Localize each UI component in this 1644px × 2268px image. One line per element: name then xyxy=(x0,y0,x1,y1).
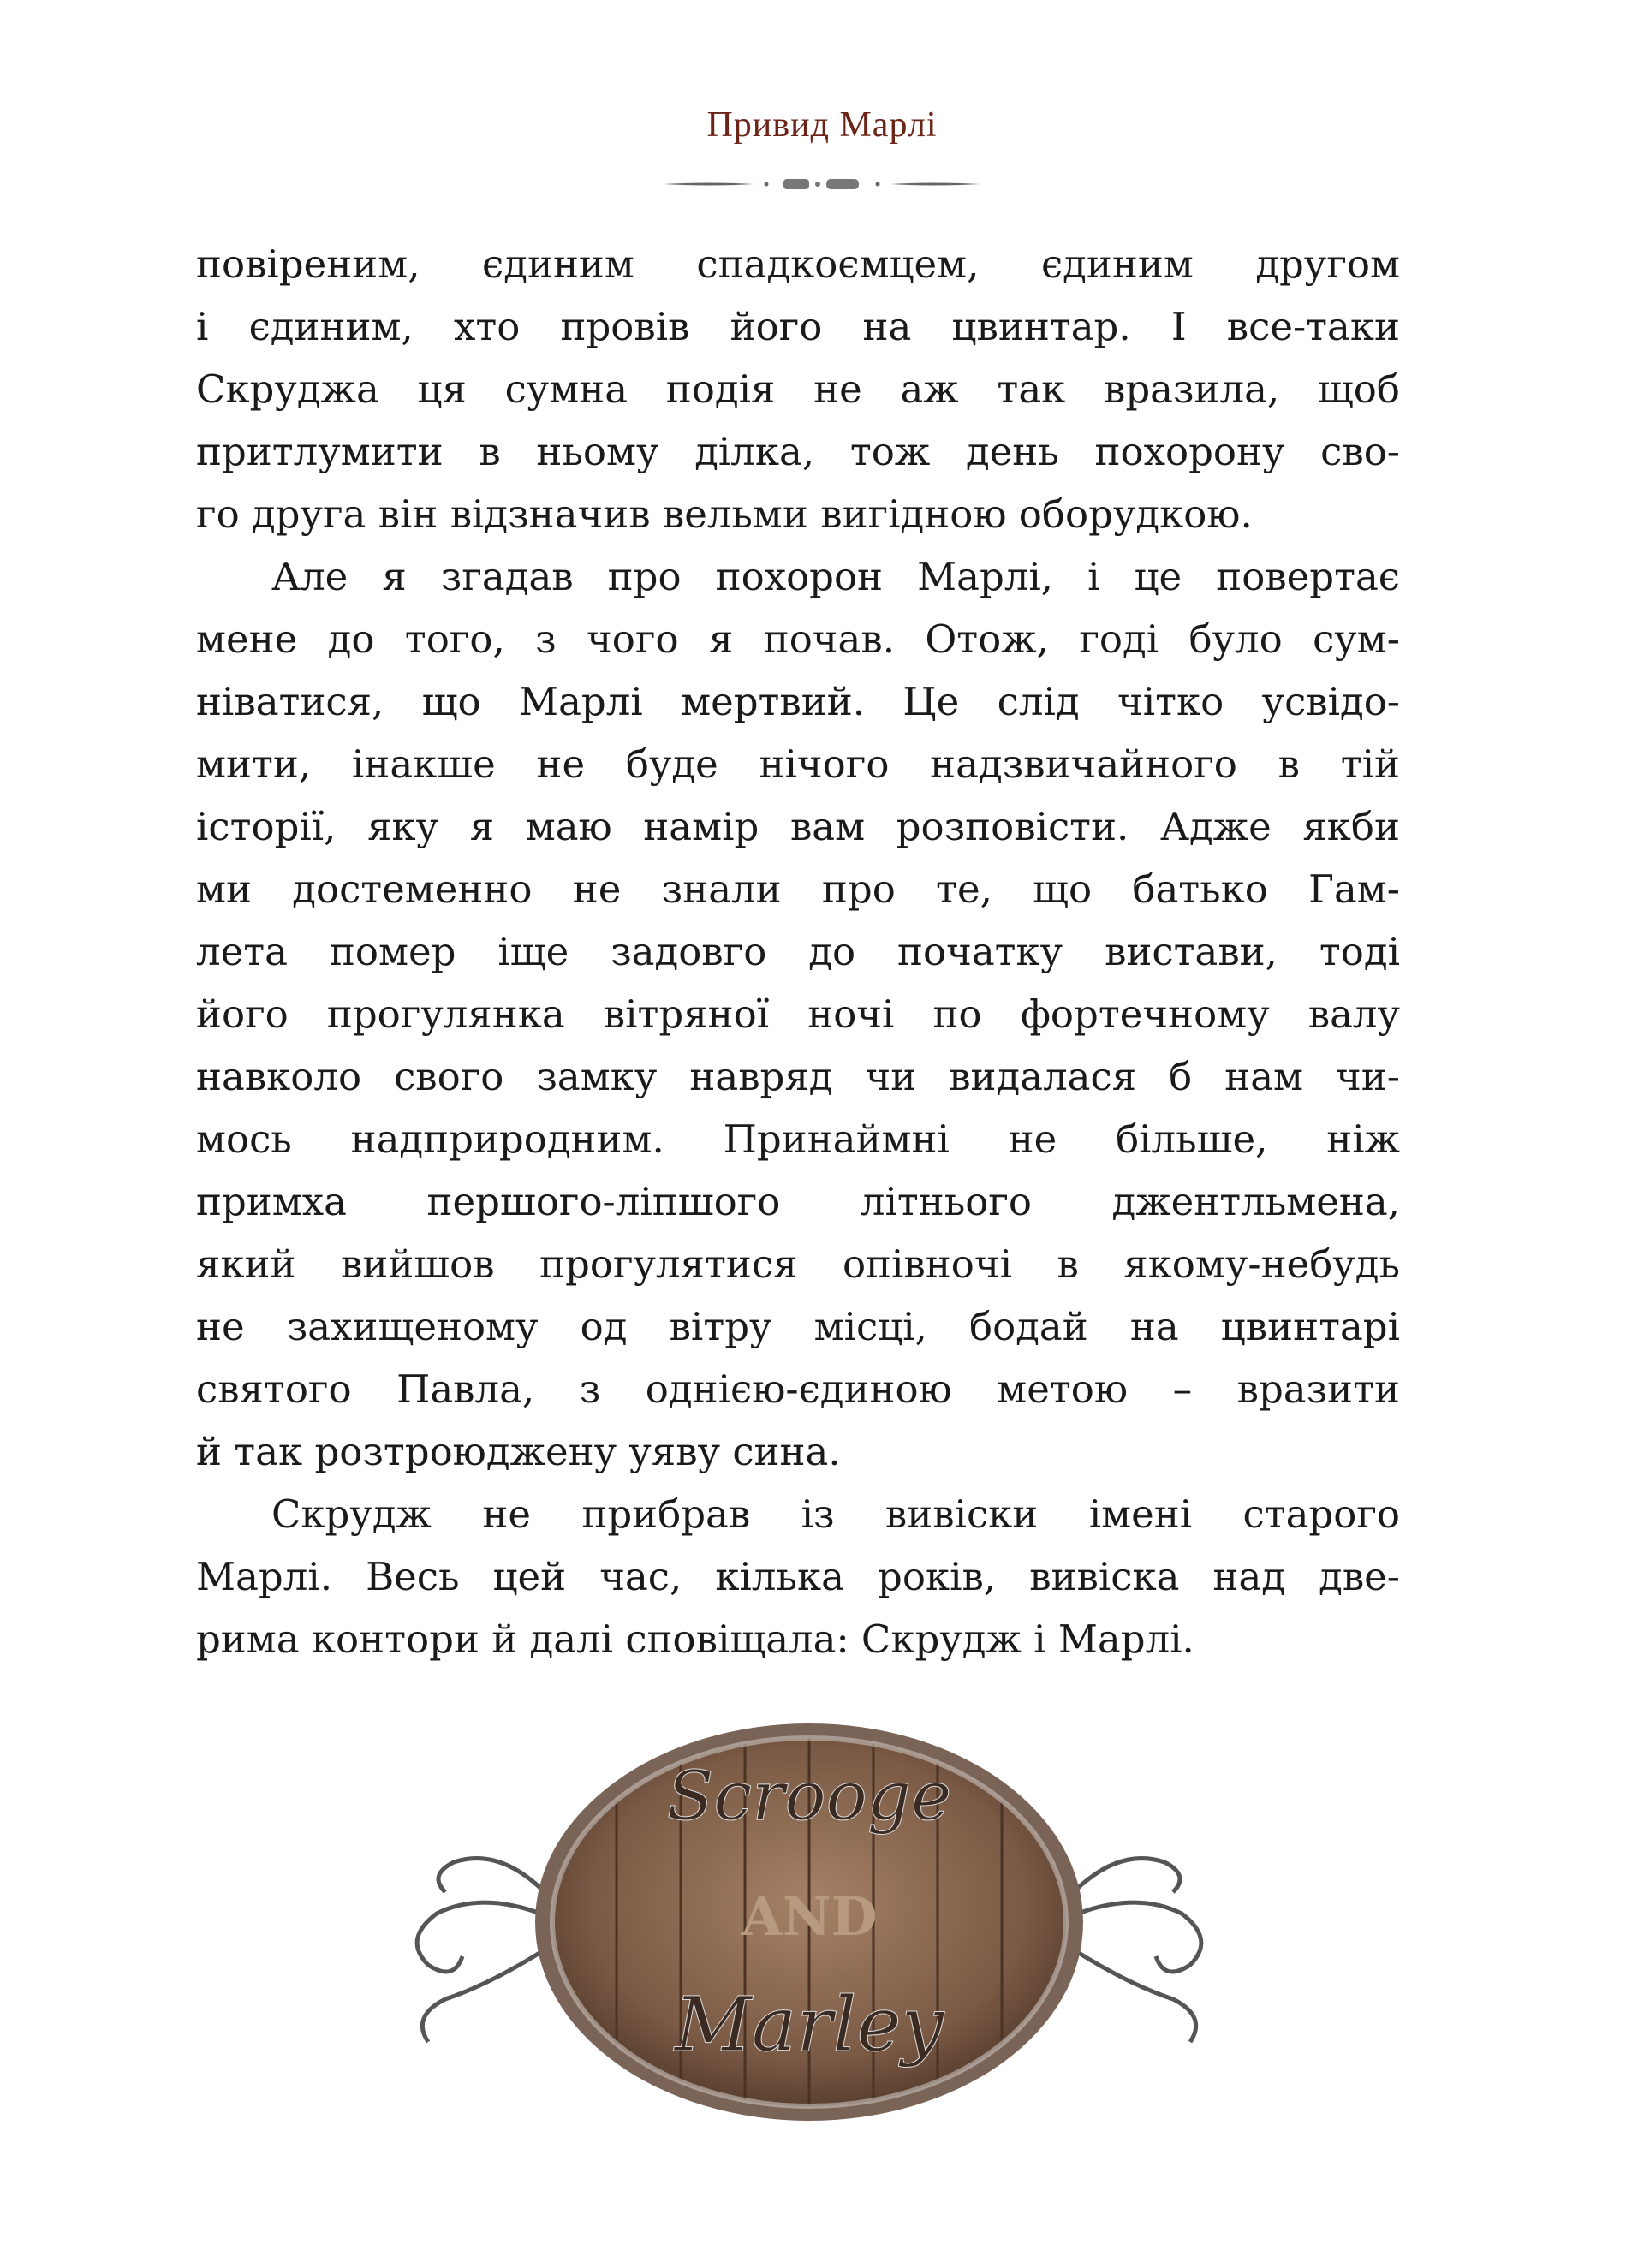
text-line: і єдиним, хто провів його на цвинтар. І все-таки xyxy=(196,304,1400,349)
text-line: мити, інакше не буде нічого надзвичайного в тій xyxy=(196,741,1400,787)
ornament-divider xyxy=(659,176,985,193)
scrooge-and-marley-sign-illustration xyxy=(360,1708,1259,2162)
text-line: мене до того, з чого я почав. Отож, годі було сум- xyxy=(196,616,1400,662)
text-line: святого Павла, з однією-єдиною метою – вразити xyxy=(196,1366,1400,1412)
text-line: Марлі. Весь цей час, кілька років, вивіска над две- xyxy=(196,1554,1400,1599)
sign-text-and: AND xyxy=(741,1885,878,1948)
text-line: примха першого-ліпшого літнього джентльмена, xyxy=(196,1179,1400,1224)
text-line: повіреним, єдиним спадкоємцем, єдиним другом xyxy=(196,241,1400,287)
text-line: Скрудж не прибрав із вивіски імені старого xyxy=(271,1491,1400,1537)
text-line: рима контори й далі сповіщала: Скрудж і Марлі. xyxy=(196,1616,1194,1662)
text-line: лета помер іще задовго до початку вистави, тоді xyxy=(196,929,1400,974)
sign-text-marley: Marley xyxy=(674,1980,944,2069)
text-line: історії, яку я маю намір вам розповісти. Адже якби xyxy=(196,804,1400,849)
text-line: Скруджа ця сумна подія не аж так вразила, щоб xyxy=(196,366,1400,412)
text-line: й так розтроюджену уяву сина. xyxy=(196,1429,841,1474)
body-text xyxy=(196,233,1400,1670)
text-line: його прогулянка вітряної ночі по фортечному валу xyxy=(196,991,1400,1037)
text-line: не захищеному од вітру місці, бодай на цвинтарі xyxy=(196,1304,1400,1349)
running-title: Привид Марлі xyxy=(706,105,938,145)
text-line: ніватися, що Марлі мертвий. Це слід чітко усвідо- xyxy=(196,679,1400,724)
text-line: навколо свого замку навряд чи видалася б нам чи- xyxy=(196,1054,1400,1099)
text-line: ми достеменно не знали про те, що батько Гам- xyxy=(196,866,1400,912)
text-line: Але я згадав про похорон Марлі, і це повертає xyxy=(271,554,1400,599)
text-line: мось надприродним. Принаймні не більше, ніж xyxy=(196,1116,1400,1162)
text-line: який вийшов прогулятися опівночі в якому-небудь xyxy=(196,1241,1400,1287)
text-line: го друга він відзначив вельми вигідною оборудкою. xyxy=(196,491,1253,537)
sign-text-scrooge: Scrooge xyxy=(666,1756,952,1836)
text-line: притлумити в ньому ділка, тож день похорону сво- xyxy=(196,429,1400,474)
